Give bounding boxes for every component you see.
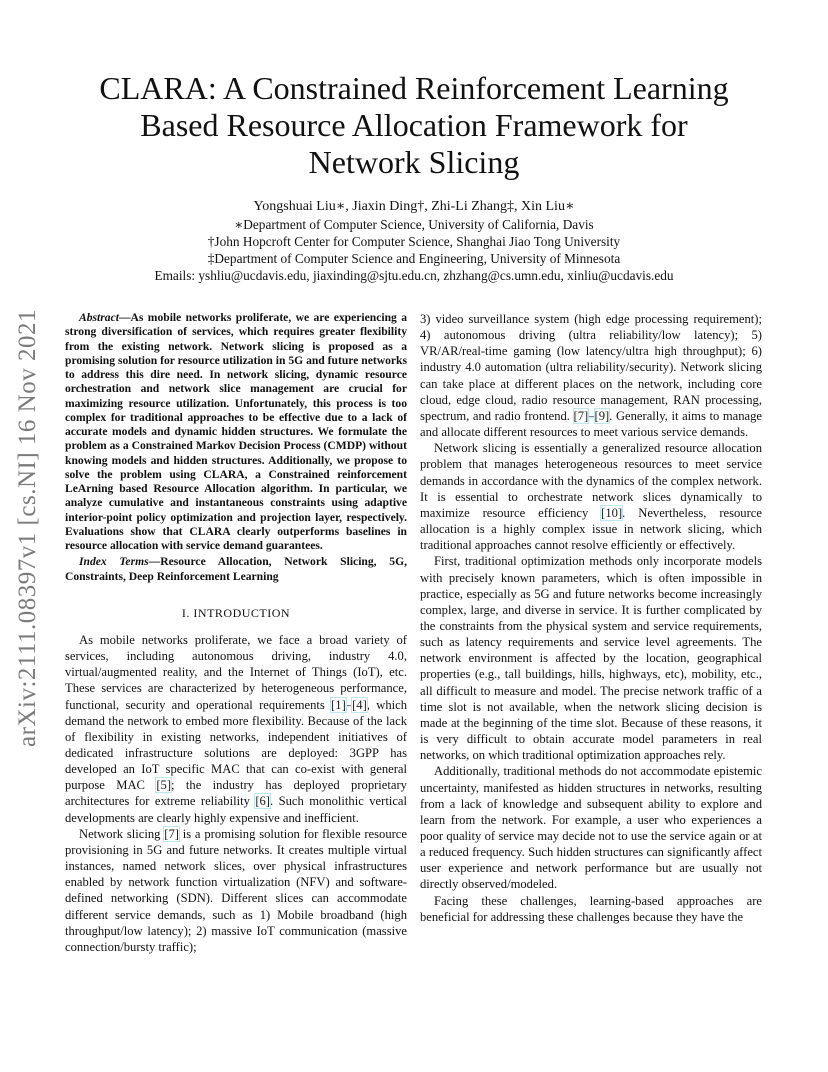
affiliation-1: ∗Department of Computer Science, University of California, Davis [234, 217, 594, 232]
citation-link[interactable]: [5] [156, 778, 172, 793]
title-line-3: Network Slicing [308, 144, 520, 180]
intro-paragraph-4: First, traditional optimization methods only incorporate models with precisely known parameters, which is often impossible in practice, especially as 5G and future networks become increasingly complex, large, and diverse in service. It is further complicated by the constraints from the physical system and service requirements, such as latency requirements and service level agreements. The network environment is affected by the location, geographical properties (e.g., tall buildings, hills, highways, etc), mobility, etc., all difficult to measure and model. The precise network traffic of a time slot is not available, when the network slicing decision is made at the beginning of the time slot. Because of these reasons, it is very difficult to obtain accurate model parameters in real networks, on which traditional optimization approaches rely. [420, 554, 762, 763]
index-terms [65, 555, 407, 584]
abstract-lead: Abstract [79, 311, 119, 324]
paragraph-text: . Nevertheless, resource allocation is a highly complex issue in network slicing, which traditional approaches cannot resolve efficiently or effectively. [420, 505, 762, 553]
citation-link[interactable]: [4] [352, 697, 367, 712]
intro-paragraph-3 [420, 440, 762, 553]
title-line-1: CLARA: A Constrained Reinforcement Learning [99, 70, 729, 106]
arxiv-identifier[interactable]: arXiv:2111.08397v1 [cs.NI] 16 Nov 2021 [14, 309, 42, 747]
citation-link[interactable]: [6] [255, 794, 270, 809]
paragraph-text: is a promising solution for flexible resource provisioning in 5G and future networks. It creates multiple virtual instances, named network slices, over physical infrastructures enabled by network function virtualization (NFV) and software-defined networking (SDN). Different slices can accommodate different service demands, such as 1) Mobile broadband (high throughput/low latency); 2) massive IoT communication (massive connection/bursty traffic); [65, 826, 407, 954]
paragraph-text: , which demand the network to embed more flexibility. Because of the lack of flexibility in existing networks, independent initiatives of dedicated infrastructure solutions are deployed: 3GPP has developed an IoT specific MAC that can co-exist with general purpose MAC [65, 697, 407, 793]
paragraph-text: As mobile networks proliferate, we face a broad variety of services, including autonomous driving, industry 4.0, virtual/augmented reality, and the Internet of Things (IoT), etc. These services are characterized by heterogeneous performance, functional, security and operational requirements [65, 632, 407, 712]
intro-paragraph-2-continued [420, 311, 762, 440]
citation-link[interactable]: [7] [573, 408, 589, 423]
paragraph-text: Network slicing is essentially a generalized resource allocation problem that manages heterogeneous resources to meet service demands in accordance with the dynamics of the complex network. It is essential to orchestrate network slices dynamically to maximize resource efficiency [420, 441, 762, 520]
intro-paragraph-1 [65, 632, 407, 826]
paragraph-text: Network slicing [79, 826, 165, 841]
citation-link[interactable]: [9] [594, 408, 610, 423]
paragraph-text: – [345, 697, 353, 712]
affiliation-3: ‡Department of Computer Science and Engineering, University of Minnesota [207, 251, 621, 266]
intro-paragraph-6: Facing these challenges, learning-based approaches are beneficial for addressing these challenges because they have the [420, 893, 762, 924]
citation-link[interactable]: [7] [164, 826, 179, 841]
section-heading-introduction: I. INTRODUCTION [181, 605, 291, 620]
intro-paragraph-2 [65, 826, 407, 955]
paragraph-text: . Such monolithic vertical developments are clearly highly expensive and inefficient. [65, 794, 407, 825]
left-column [65, 311, 407, 955]
right-column [420, 311, 762, 925]
citation-link[interactable]: [10] [601, 505, 623, 520]
author-names: Yongshuai Liu∗, Jiaxin Ding†, Zhi-Li Zhang‡, Xin Liu∗ [253, 199, 575, 214]
citation-link[interactable]: [1] [331, 697, 346, 712]
abstract-text: —As mobile networks proliferate, we are experiencing a strong diversification of services, which requires greater flexibility from the existing network. Network slicing is proposed as a promising solution for resource utilization in 5G and future networks to address this dire need. In network slicing, dynamic resource orchestration and network slice management are crucial for maximizing resource utilization. Unfortunately, this process is too complex for traditional approaches to be effective due to a lack of accurate models and dynamic hidden structures. We formulate the problem as a Constrained Markov Decision Process (CMDP) without knowing models and hidden structures. Additionally, we propose to solve the problem using CLARA, a Constrained reinforcement LeArning based Resource Allocation algorithm. In particular, we analyze cumulative and instantaneous constraints using adaptive interior-point policy optimization and projection layer, respectively. Evaluations show that CLARA clearly outperforms baselines in resource allocation with service demand guarantees. [65, 311, 407, 552]
paragraph-text: 3) video surveillance system (high edge processing requirement); 4) autonomous driving (ultra reliability/low latency); 5) VR/AR/real-time gaming (low latency/ultra high throughput); 6) industry 4.0 automation (ultra reliability/security). Network slicing can take place at different places on the network, including core cloud, edge cloud, radio resource management, RAN processing, spectrum, and radio frontend. [420, 312, 762, 423]
arxiv-stamp [6, 290, 50, 766]
abstract [65, 311, 407, 553]
intro-paragraph-5: Additionally, traditional methods do not accommodate epistemic uncertainty, manifested as hidden structures in networks, resulting from a lack of knowledge and subsequent ability to explore and learn from the network. For example, a user who experiences a poor quality of service may decide not to use the service again or at a reduced frequency. Such hidden structures can significantly affect user experience and network performance but are usually not directly observed/modeled. [420, 764, 762, 892]
paper-title [60, 70, 768, 181]
author-emails: Emails: yshliu@ucdavis.edu, jiaxinding@sjtu.edu.cn, zhzhang@cs.umn.edu, xinliu@ucdavis.edu [154, 268, 674, 283]
index-terms-lead: Index Terms [79, 555, 149, 569]
affiliation-2: †John Hopcroft Center for Computer Science, Shanghai Jiao Tong University [207, 234, 621, 249]
paragraph-text: . Generally, it aims to manage and allocate different resources to meet various service demands. [420, 408, 762, 440]
title-line-2: Based Resource Allocation Framework for [140, 107, 688, 143]
index-terms-text: —Resource Allocation, Network Slicing, 5G, Constraints, Deep Reinforcement Learning [65, 555, 407, 583]
author-block [60, 198, 768, 284]
paragraph-text: – [588, 408, 595, 423]
paragraph-text: ; the industry has deployed proprietary architectures for extreme reliability [65, 778, 407, 809]
